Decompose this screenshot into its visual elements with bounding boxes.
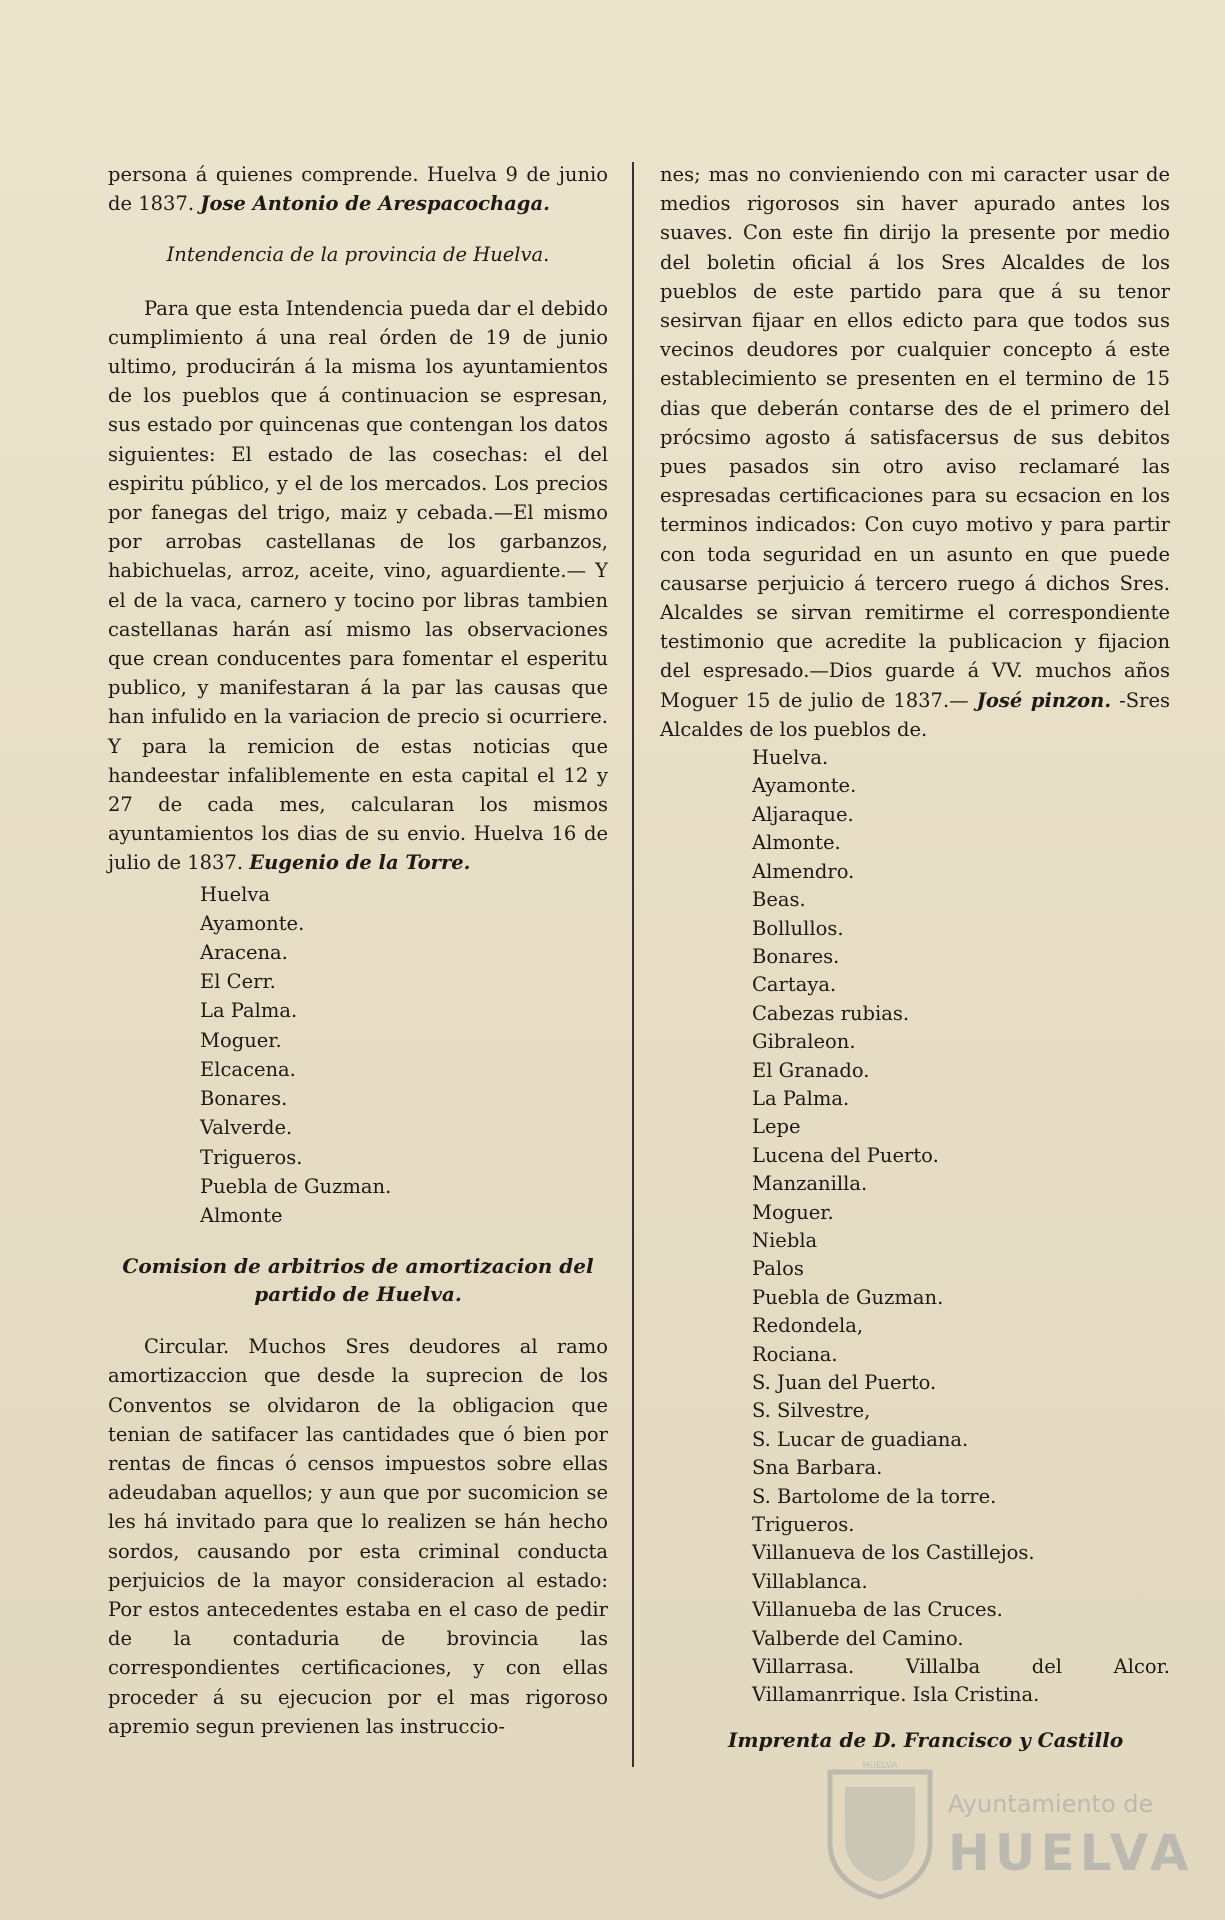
comision-heading: [108, 1252, 608, 1308]
coat-of-arms-icon: [820, 1752, 940, 1902]
intendencia-town-list: [108, 880, 608, 1230]
left-town-item: Valverde.: [200, 1116, 293, 1140]
circular-body: Circular. Muchos Sres deudores al ramo amortizaccion que desde la suprecion de los Conventos se olvidaron de la obligacion que tenian de satifacer las cantidades que ó bien por rentas de fincas ó censos impuestos sobre ellas adeudaban aquellos; y aun que por sucomicion se les há invitado para que lo realizen se hán hecho sordos, causando por esta criminal conducta perjuicios de la mayor consideracion al estado: Por estos antecedentes estaba en el caso de pedir de la contaduria de brovincia las correspondientes certificaciones, y con ellas proceder á su ejecucion por el mas rigoroso apremio segun previenen las instruccio-: [108, 1335, 608, 1738]
left-column: [108, 160, 608, 1741]
left-town-item: Bonares.: [200, 1087, 288, 1111]
right-town-item: Ayamonte.: [752, 774, 857, 798]
opening-signature: Jose Antonio de Arespacochaga.: [200, 192, 550, 216]
right-town-item: Lepe: [752, 1115, 801, 1139]
right-town-item: Niebla: [752, 1228, 818, 1252]
left-town-item: Aracena.: [200, 941, 288, 965]
right-town-item: Almendro.: [752, 859, 855, 883]
right-town-item: El Granado.: [752, 1058, 870, 1082]
right-town-item: Almonte.: [752, 831, 841, 855]
comision-heading-line2: partido de Huelva.: [254, 1282, 462, 1307]
right-town-item: Valberde del Camino.: [752, 1626, 964, 1650]
watermark-line2: HUELVA: [948, 1824, 1194, 1882]
right-town-item: S. Silvestre,: [752, 1399, 871, 1423]
right-town-item: S. Lucar de guadiana.: [752, 1427, 969, 1451]
circular-signature: José pinzon.: [976, 688, 1112, 712]
right-town-item: Cabezas rubias.: [752, 1001, 910, 1025]
right-town-item: Huelva.: [752, 746, 829, 770]
opening-text: persona á quienes comprende. Huelva 9 de junio de 1837.: [108, 163, 608, 216]
circular-continuation: [660, 160, 1170, 744]
left-town-item: El Cerr.: [200, 970, 276, 994]
right-town-item: Villanueba de las Cruces.: [752, 1598, 1003, 1622]
shield-label: HUELVA: [862, 1761, 898, 1771]
intendencia-signature: Eugenio de la Torre.: [249, 851, 471, 875]
left-town-item: Puebla de Guzman.: [200, 1174, 392, 1198]
right-town-item: Beas.: [752, 888, 806, 912]
right-town-item: Gibraleon.: [752, 1030, 856, 1054]
left-town-item: Almonte: [200, 1203, 283, 1227]
intendencia-heading: Intendencia de la provincia de Huelva.: [166, 243, 550, 267]
comision-heading-line1: Comision de arbitrios de amortizacion del: [122, 1254, 594, 1279]
left-town-item: Ayamonte.: [200, 911, 305, 935]
left-town-item: Elcacena.: [200, 1057, 296, 1081]
left-town-item: La Palma.: [200, 999, 298, 1023]
circular-continuation-text: nes; mas no convieniendo con mi caracter usar de medios rigorosos sin haver apurado antes los suaves. Con este fin dirijo la presente por medio del boletin oficial á los Sres Alcaldes de los pueblos de este partido para que á su tenor sesirvan fijaar en ellos edicto para que todos sus vecinos deudores por cualquier concepto á este establecimiento se presenten en el termino de 15 dias que deberán contarse des de el primero del prócsimo agosto á satisfacersus de sus debitos pues pasados sin otro aviso reclamaré las espresadas certificaciones para su ecsacion en los terminos indicados: Con cuyo motivo y para partir con toda seguridad en un asunto en que puede causarse perjuicio á tercero ruego á dichos Sres. Alcaldes se sirvan remitirme el correspondiente testimonio que acredite la publicacion y fijacion del espresado.—Dios guarde á VV. muchos años Moguer 15 de julio de 1837.—: [660, 163, 1170, 712]
right-town-item: Villanueva de los Castillejos.: [752, 1541, 1035, 1565]
right-town-item: Palos: [752, 1257, 804, 1281]
watermark-line1: Ayuntamiento de: [948, 1790, 1154, 1818]
left-town-item: Moguer.: [200, 1028, 282, 1052]
right-town-item: Trigueros.: [752, 1513, 855, 1537]
column-divider: [632, 162, 634, 1767]
right-column: [660, 160, 1170, 1710]
right-town-item: Aljaraque.: [752, 802, 854, 826]
right-town-item: La Palma.: [752, 1086, 850, 1110]
right-town-item: Manzanilla.: [752, 1172, 868, 1196]
right-town-item: Sna Barbara.: [752, 1456, 883, 1480]
right-town-item: Rociana.: [752, 1342, 838, 1366]
right-town-item: Redondela,: [752, 1314, 864, 1338]
right-town-item: S. Juan del Puerto.: [752, 1371, 937, 1394]
right-town-item: Lucena del Puerto.: [752, 1143, 939, 1167]
huelva-watermark: [820, 1752, 1200, 1902]
right-town-item: S. Bartolome de la torre.: [752, 1484, 997, 1508]
right-town-item: Villablanca.: [752, 1569, 868, 1593]
intendencia-text: Para que esta Intendencia pueda dar el debido cumplimiento á una real órden de 19 de junio ultimo, producirán á la misma los ayuntamientos de los pueblos que á continuacion se espresan, sus estado por quincenas que contengan los datos siguientes: El estado de las cosechas: el del espiritu público, y el de los mercados. Los precios por fanegas del trigo, maiz y cebada.—El mismo por arrobas castellanas de los garbanzos, habichuelas, arroz, aceite, vino, aguardiente.— Y el de la vaca, carnero y tocino por libras tambien castellanas harán así mismo las observaciones que crean conducentes para fomentar el esperitu publico, y manifestaran á la par las causas que han infulido en la variacion de precio si ocurriere. Y para la remicion de estas noticias que handeestar infaliblemente en esta capital el 12 y 27 de cada mes, calcularan los mismos ayuntamientos los dias de su envio. Huelva 16 de julio de 1837.: [108, 296, 608, 875]
opening-paragraph: [108, 160, 608, 218]
circular-addressees: -Sres Alcaldes de los pueblos de.: [660, 688, 1170, 741]
left-town-item: Huelva: [200, 882, 270, 906]
right-town-item: Puebla de Guzman.: [752, 1285, 944, 1309]
printer-imprint: Imprenta de D. Francisco y Castillo: [728, 1728, 1124, 1752]
right-town-item: Bollullos.: [752, 916, 844, 940]
right-town-item: Villarrasa. Villalba del Alcor. Villamanrrique. Isla Cristina.: [752, 1655, 1170, 1707]
right-town-item: Moguer.: [752, 1200, 834, 1224]
right-town-item: Cartaya.: [752, 973, 837, 997]
intendencia-body: [108, 294, 608, 878]
left-town-item: Trigueros.: [200, 1145, 303, 1169]
right-town-item: Bonares.: [752, 944, 840, 968]
circular-town-list: [660, 744, 1170, 1710]
